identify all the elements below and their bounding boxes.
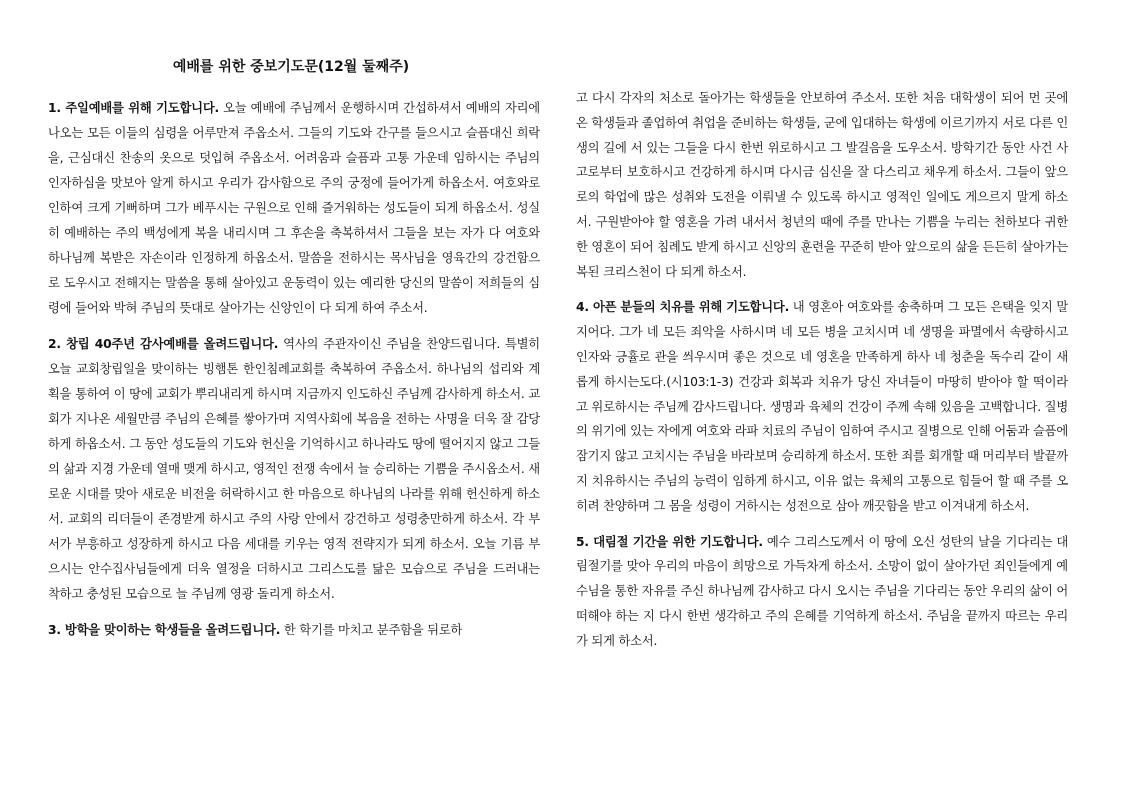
document-title: 예배를 위한 중보기도문(12월 둘째주) [172,59,410,75]
prayer-section-4 [576,295,1068,518]
section-heading: 3. 방학을 맞이하는 학생들을 올려드립니다. [48,623,281,637]
section-heading: 4. 아픈 분들의 치유를 위해 기도합니다. [576,300,790,315]
section-body: 역사의 주관자이신 주님을 찬양드립니다. 특별히 오늘 교회창립일을 맞이하는 빙햄톤 한인침례교회를 축복하여 주옵소서. 하나님의 섭리와 계획을 통하여 이 땅에 교회가 뿌리내리게 하시며 지금까지 인도하신 주님께 감사하게 하소서. 교회가 지나온 세월만큼 주님의 은혜를 쌓아가며 지역사회에 복음을 전하는 사명을 더욱 잘 감당하게 하옵소서. 그 동안 성도들의 기도와 헌신을 기억하시고 하나라도 땅에 떨어지지 않고 그들의 삶과 지경 가운데 열매 맺게 하시고, 영적인 전쟁 속에서 늘 승리하는 기쁨을 주시옵소서. 새로운 시대를 맞아 새로운 비전을 허락하시고 한 마음으로 하나님의 나라를 위해 헌신하게 하소서. 교회의 리더들이 존경받게 하시고 주의 사랑 안에서 강건하고 성령충만하게 하소서. 각 부서가 부흥하고 성장하게 하시고 다음 세대를 키우는 영적 전략지가 되게 하소서. 오늘 기름 부으시는 안수집사님들에게 더욱 열정을 더하시고 그리스도를 닮은 모습으로 주님을 드러내는 착하고 충성된 모습으로 늘 주님께 영광 돌리게 하소서. [48,337,541,601]
prayer-section-1 [48,96,540,321]
section-heading: 2. 창립 40주년 감사예배를 올려드립니다. [48,337,279,351]
section-body: 고 다시 각자의 처소로 돌아가는 학생들을 안보하여 주소서. 또한 처음 대학생이 되어 먼 곳에 온 학생들과 졸업하여 취업을 준비하는 학생들, 군에 입대하는 학생에 이르기까지 서로 다른 인생의 길에 서 있는 그들을 다시 한번 위로하시고 그 발걸음을 도우소서. 방학기간 동안 사건 사고로부터 보호하시고 건강하게 하시며 다시금 심신을 잘 다스리고 채우게 하소서. 그들이 앞으로의 학업에 많은 성취와 도전을 이뤄낼 수 있도록 하시고 영적인 일에도 게으르지 말게 하소서. 구원받아야 할 영혼을 가려 내서서 청년의 때에 주를 만나는 기쁨을 누리는 천하보다 귀한 한 영혼이 되어 침례도 받게 하시고 신앙의 훈련을 꾸준히 받아 앞으로의 삶을 든든히 살아가는 복된 크리스천이 다 되게 하소서. [576,91,1069,279]
section-heading: 1. 주일예배를 위해 기도합니다. [48,101,219,115]
right-column [576,86,1068,665]
section-body: 예수 그리스도께서 이 땅에 오신 성탄의 날을 기다리는 대림절기를 맞아 우리의 마음이 희망으로 가득차게 하소서. 소망이 없이 살아가던 죄인들에게 예수님을 통한 자유를 주신 하나님께 감사하고 다시 오시는 주님을 기다리는 동안 우리의 삶이 어떠해야 하는 지 다시 한번 생각하고 주의 은혜를 기억하게 하소서. 주님을 끝까지 따르는 우리가 되게 하소서. [576,534,1069,648]
prayer-section-5 [576,530,1068,654]
section-body: 내 영혼아 여호와를 송축하며 그 모든 은택을 잊지 말지어다. 그가 네 모든 죄악을 사하시며 네 모든 병을 고치시며 네 생명을 파멸에서 속량하시고 인자와 긍휼로 관을 씌우시며 좋은 것으로 네 영혼을 만족하게 하사 네 청춘을 독수리 같이 새롭게 하시는도다.(시103:1-3) 건강과 회복과 치유가 당신 자녀들이 마땅히 받아야 할 떡이라고 위로하시는 주님께 감사드립니다. 생명과 육체의 건강이 주께 속해 있음을 고백합니다. 질병의 위기에 있는 자에게 여호와 라파 치료의 주님이 임하여 주시고 질병으로 인해 어둠과 슬픔에 잠기지 않고 고치시는 주님을 바라보며 승리하게 하소서. 또한 죄를 회개할 때 머리부터 발끝까지 치유하시는 주님의 능력이 임하게 하시고, 이유 없는 육체의 고통으로 힘들어 할 때 주를 오히려 찬양하며 그 몸을 성령이 거하시는 성전으로 삼아 깨끗함을 받고 이겨내게 하소서. [576,300,1069,513]
prayer-section-3-continued [576,86,1068,284]
left-column [48,96,540,654]
section-body: 한 학기를 마치고 분주함을 뒤로하 [280,623,463,637]
section-body: 오늘 예배에 주님께서 운행하시며 간섭하셔서 예배의 자리에 나오는 모든 이들의 심령을 어루만져 주옵소서. 그들의 기도와 간구를 들으시고 슬픔대신 희락을, 근심대신 찬송의 옷으로 덧입혀 주옵소서. 어려움과 슬픔과 고통 가운데 임하시는 주님의 인자하심을 맛보아 알게 하시고 우리가 감사함으로 주의 궁정에 들어가게 하옵소서. 여호와로 인하여 크게 기뻐하며 그가 베푸시는 구원으로 인해 즐거워하는 성도들이 되게 하옵소서. 성실히 예배하는 주의 백성에게 복을 내리시며 그 후손을 축복하셔서 그들을 보는 자가 다 여호와 하나님께 복받은 자손이라 인정하게 하옵소서. 말씀을 전하시는 목사님을 영육간의 강건함으로 도우시고 전해지는 말씀을 통해 살아있고 운동력이 있는 예리한 당신의 말씀이 저희들의 심령에 들어와 박혀 주님의 뜻대로 살아가는 신앙인이 다 되게 하여 주소서. [48,101,540,315]
prayer-section-3 [48,618,540,643]
section-heading: 5. 대림절 기간을 위한 기도합니다. [576,534,763,549]
prayer-section-2 [48,332,540,607]
